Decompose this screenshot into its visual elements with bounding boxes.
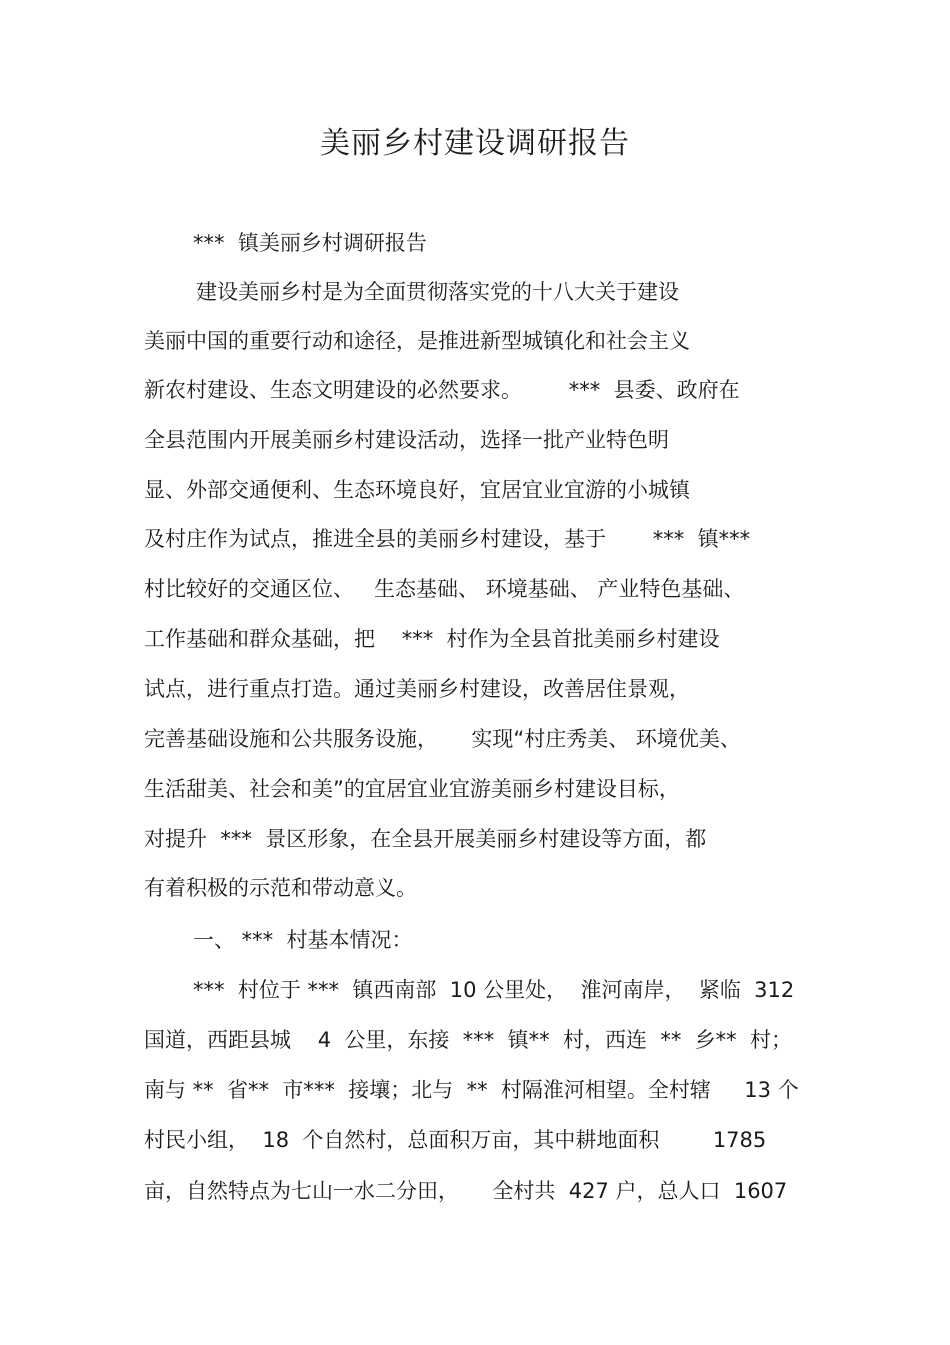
paragraph-line: 村民小组， 18 个自然村，总面积万亩，其中耕地面积 1785 bbox=[144, 1128, 767, 1152]
paragraph-line: 生活甜美、社会和美”的宜居宜业宜游美丽乡村建设目标， bbox=[144, 777, 680, 801]
paragraph-line: 国道，西距县城 4 公里，东接 *** 镇** 村，西连 ** 乡** 村； bbox=[144, 1028, 793, 1052]
paragraph-line: 试点，进行重点打造。通过美丽乡村建设，改善居住景观， bbox=[144, 677, 690, 701]
paragraph-line: 有着积极的示范和带动意义。 bbox=[144, 876, 417, 900]
paragraph-line: *** 村位于 *** 镇西南部 10 公里处， 淮河南岸， 紧临 312 bbox=[193, 978, 795, 1002]
section-heading: 一、 *** 村基本情况： bbox=[193, 928, 413, 952]
paragraph-line: 工作基础和群众基础，把 *** 村作为全县首批美丽乡村建设 bbox=[144, 627, 720, 651]
paragraph-line: 对提升 *** 景区形象，在全县开展美丽乡村建设等方面，都 bbox=[144, 827, 707, 851]
paragraph-line: 完善基础设施和公共服务设施， 实现“村庄秀美、 环境优美、 bbox=[144, 727, 741, 751]
paragraph-line: 全县范围内开展美丽乡村建设活动，选择一批产业特色明 bbox=[144, 428, 669, 452]
paragraph-line: 显、外部交通便利、生态环境良好，宜居宜业宜游的小城镇 bbox=[144, 478, 690, 502]
paragraph-line: 亩，自然特点为七山一水二分田， 全村共 427 户，总人口 1607 bbox=[144, 1179, 788, 1203]
paragraph-line: 美丽中国的重要行动和途径，是推进新型城镇化和社会主义 bbox=[144, 329, 690, 353]
document-title: 美丽乡村建设调研报告 bbox=[320, 126, 630, 161]
paragraph-line: 及村庄作为试点，推进全县的美丽乡村建设，基于 *** 镇*** bbox=[144, 527, 751, 551]
paragraph-line: *** 镇美丽乡村调研报告 bbox=[193, 231, 427, 255]
paragraph-line: 村比较好的交通区位、 生态基础、 环境基础、 产业特色基础、 bbox=[144, 577, 745, 601]
paragraph-line: 南与 ** 省** 市*** 接壤；北与 ** 村隔淮河相望。全村辖 13 个 bbox=[144, 1078, 799, 1102]
paragraph-line: 新农村建设、生态文明建设的必然要求。 *** 县委、政府在 bbox=[144, 378, 740, 402]
paragraph-line: 建设美丽乡村是为全面贯彻落实党的十八大关于建设 bbox=[196, 280, 679, 304]
